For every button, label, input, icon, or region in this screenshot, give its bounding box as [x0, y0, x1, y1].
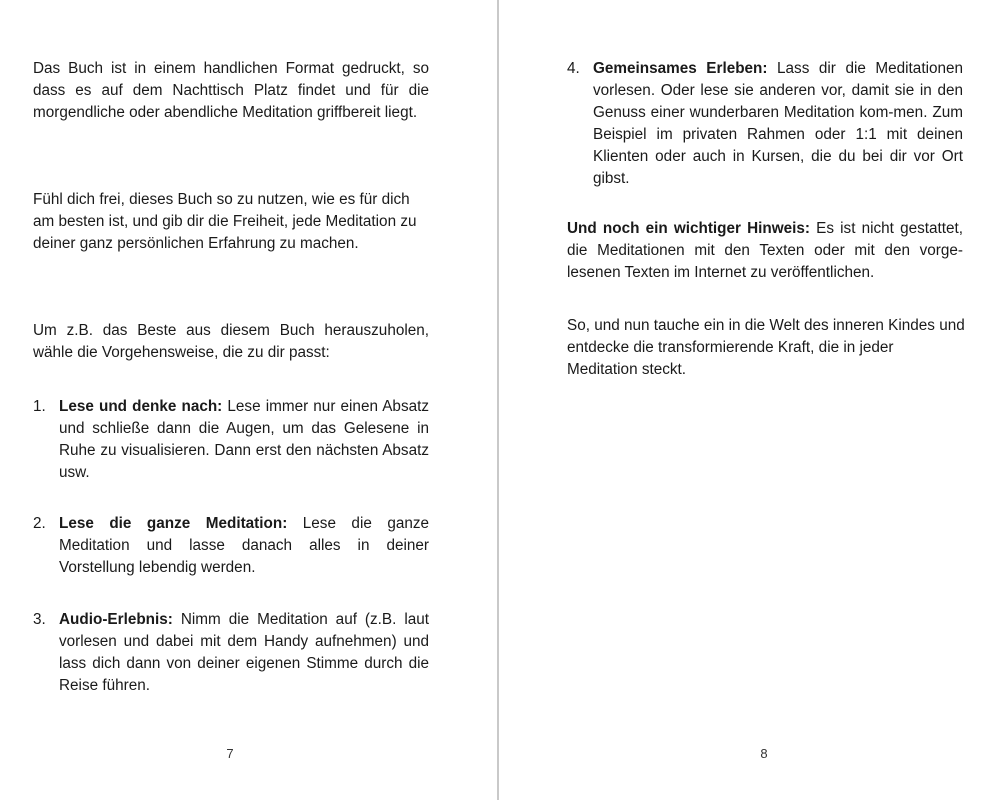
list-text: Lese immer nur einen Absatz und schließe dann die Augen, um das Gelesene in Ruhe zu visualisieren. Dann erst den nächsten Absatz usw. [59, 398, 429, 481]
list-number: 1. [33, 398, 46, 415]
paragraph-text: Das Buch ist in einem handlichen Format gedruckt, so dass es auf dem Nachttisch Platz findet und für die morgendliche oder abendliche Meditation griffbereit liegt. [33, 60, 429, 121]
left-paragraph-3 [33, 320, 429, 364]
paragraph-text: Um z.B. das Beste aus diesem Buch herauszuholen, wähle die Vorgehensweise, die zu dir passt: [33, 322, 429, 361]
list-number: 2. [33, 515, 46, 532]
left-paragraph-1 [33, 58, 429, 124]
list-number: 3. [33, 611, 46, 628]
list-body [593, 58, 963, 190]
list-text: Nimm die Meditation auf (z.B. laut vorlesen und dabei mit dem Handy aufnehmen) und lass dich dann von deiner eigenen Stimme durch die Reise führen. [59, 611, 429, 694]
paragraph-text: So, und nun tauche ein in die Welt des inneren Kindes und entdecke die transformierende Kraft, die in jeder Meditation steckt. [567, 317, 965, 378]
list-number: 4. [567, 60, 580, 77]
page-number-right: 8 [760, 746, 768, 761]
hint-text: Es ist nicht gestattet, die Meditationen mit den Texten oder mit den vorge-lesenen Texten im Internet zu veröffentlichen. [567, 220, 963, 281]
list-title: Lese die ganze Meditation: [59, 515, 288, 532]
list-title: Audio-Erlebnis: [59, 611, 173, 628]
hint-paragraph [567, 218, 963, 284]
important-hint [567, 218, 963, 284]
list-item-2 [33, 513, 429, 579]
list-item-4 [567, 58, 963, 190]
hint-title: Und noch ein wichtiger Hinweis: [567, 220, 811, 237]
list-text: Lese die ganze Meditation und lasse danach alles in deiner Vorstellung lebendig werden. [59, 515, 429, 576]
right-page [499, 0, 1000, 800]
page-number-left: 7 [226, 746, 234, 761]
list-text: Lass dir die Meditationen vorlesen. Oder lese sie anderen vor, damit sie in den Genuss einer wunderbaren Meditation kom-men. Zum Beispiel im privaten Rahmen oder 1:1 mit deinen Klienten oder auch in Kursen, die du bei dir vor Ort gibst. [593, 60, 963, 187]
left-page [0, 0, 497, 800]
list-title: Gemeinsames Erleben: [593, 60, 768, 77]
paragraph-text: Fühl dich frei, dieses Buch so zu nutzen, wie es für dich am besten ist, und gib dir die Freiheit, jede Meditation zu deiner ganz persönlichen Erfahrung zu machen. [33, 191, 417, 252]
left-paragraph-2 [33, 189, 433, 255]
list-item-3 [33, 609, 429, 697]
list-body [59, 396, 429, 484]
list-body [59, 513, 429, 579]
list-title: Lese und denke nach: [59, 398, 223, 415]
list-body [59, 609, 429, 697]
list-item-1 [33, 396, 429, 484]
closing-paragraph [567, 315, 967, 381]
